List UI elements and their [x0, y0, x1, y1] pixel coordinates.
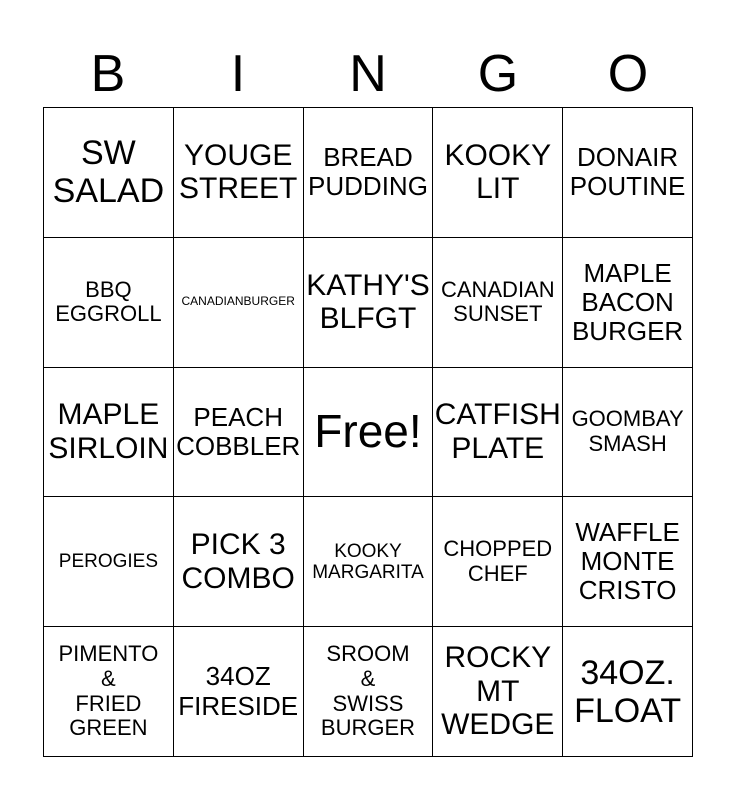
- bingo-header: [43, 40, 693, 108]
- bingo-cell[interactable]: [304, 238, 434, 368]
- bingo-cell[interactable]: [304, 627, 434, 757]
- cell-label: SW SALAD: [52, 134, 165, 211]
- bingo-cell[interactable]: [304, 108, 434, 238]
- cell-label: WAFFLE MONTE CRISTO: [575, 517, 680, 606]
- cell-label: MAPLE SIRLOIN: [48, 398, 169, 465]
- cell-label: CANADIANBURGER: [181, 294, 295, 309]
- bingo-cell[interactable]: [563, 627, 693, 757]
- bingo-cell[interactable]: [433, 238, 563, 368]
- bingo-cell[interactable]: [174, 627, 304, 757]
- header-letter-n: N: [349, 45, 387, 103]
- cell-label: 34OZ. FLOAT: [574, 653, 682, 730]
- bingo-cell-free[interactable]: [304, 368, 434, 498]
- cell-label: PEACH COBBLER: [176, 401, 301, 461]
- cell-label: KOOKY LIT: [444, 138, 552, 206]
- cell-label: CHOPPED CHEF: [443, 536, 553, 586]
- bingo-cell[interactable]: [433, 627, 563, 757]
- free-space-label: Free!: [314, 405, 422, 458]
- bingo-cell[interactable]: [44, 497, 174, 627]
- cell-label: BREAD PUDDING: [308, 142, 428, 202]
- header-letter-g: G: [477, 45, 519, 103]
- cell-label: MAPLE BACON BURGER: [571, 257, 684, 346]
- bingo-cell[interactable]: [174, 108, 304, 238]
- cell-label: SROOM & SWISS BURGER: [320, 641, 416, 741]
- bingo-cell[interactable]: [433, 497, 563, 627]
- bingo-cell[interactable]: [563, 368, 693, 498]
- cell-label: BBQ EGGROLL: [55, 276, 162, 327]
- bingo-cell[interactable]: [174, 238, 304, 368]
- cell-label: KOOKY MARGARITA: [312, 540, 424, 583]
- bingo-cell[interactable]: [563, 497, 693, 627]
- cell-label: YOUGE STREET: [179, 138, 298, 206]
- bingo-cell[interactable]: [174, 497, 304, 627]
- cell-label: CANADIAN SUNSET: [440, 276, 555, 327]
- bingo-cell[interactable]: [563, 238, 693, 368]
- bingo-cell[interactable]: [44, 108, 174, 238]
- bingo-cell[interactable]: [433, 368, 563, 498]
- header-letter-o: O: [607, 45, 649, 103]
- cell-label: DONAIR POUTINE: [569, 142, 686, 202]
- header-letter-b: B: [90, 45, 126, 103]
- bingo-cell[interactable]: [44, 627, 174, 757]
- bingo-grid: [43, 107, 693, 757]
- cell-label: CATFISH PLATE: [434, 398, 561, 465]
- cell-label: GOOMBAY SMASH: [571, 406, 684, 456]
- bingo-cell[interactable]: [174, 368, 304, 498]
- cell-label: PICK 3 COMBO: [181, 528, 295, 595]
- cell-label: PIMENTO & FRIED GREEN: [58, 641, 159, 741]
- cell-label: KATHY'S BLFGT: [306, 268, 430, 336]
- header-letter-i: I: [230, 45, 246, 103]
- cell-label: ROCKY MT WEDGE: [441, 641, 555, 742]
- bingo-cell[interactable]: [433, 108, 563, 238]
- cell-label: PEROGIES: [58, 551, 159, 573]
- bingo-cell[interactable]: [563, 108, 693, 238]
- cell-label: 34OZ FIRESIDE: [178, 661, 299, 721]
- bingo-cell[interactable]: [44, 238, 174, 368]
- bingo-cell[interactable]: [44, 368, 174, 498]
- bingo-cell[interactable]: [304, 497, 434, 627]
